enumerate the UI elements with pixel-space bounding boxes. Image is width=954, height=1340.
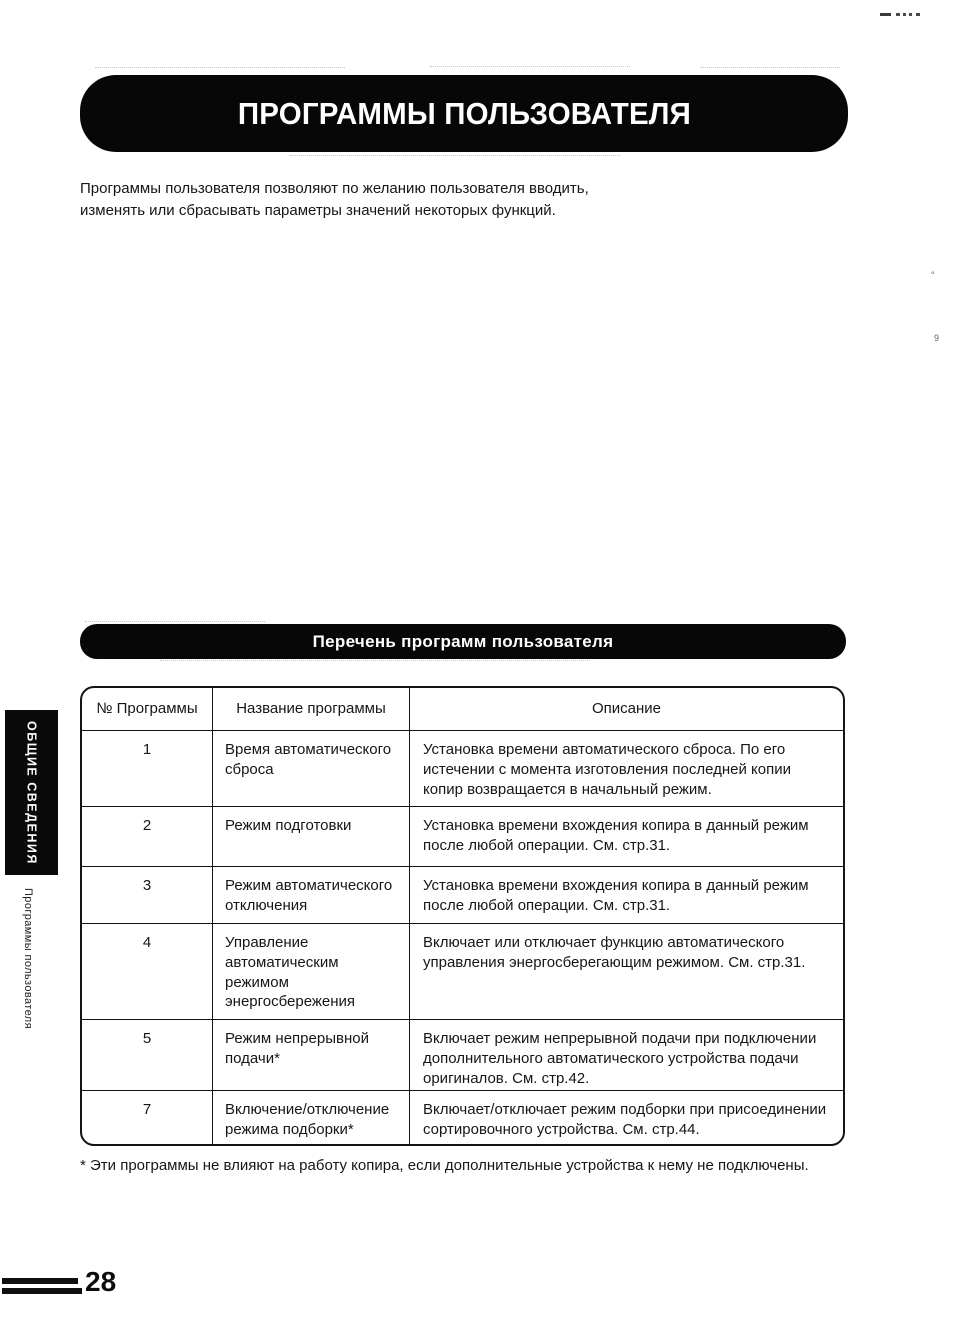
cell-program-number: 1 [142, 741, 152, 758]
table-row [82, 730, 843, 806]
cell-program-name: Режим подготовки [212, 807, 409, 866]
table-row [82, 1019, 843, 1090]
header-program-number: № Программы [96, 700, 198, 718]
table-header-row [82, 688, 843, 730]
intro-paragraph [80, 178, 680, 222]
footer-rule-bottom [2, 1288, 82, 1294]
scan-artifact-speck: 9 [934, 333, 940, 343]
title-banner [80, 75, 848, 152]
cell-program-number: 7 [142, 1101, 152, 1118]
page-number: 28 [85, 1266, 117, 1297]
cell-description: Включает/отключает режим подборки при присоединении сортировочного устройства. См. стр.44. [409, 1091, 843, 1144]
table-row [82, 866, 843, 923]
cell-program-name: Режим автоматического отключения [212, 867, 409, 923]
scan-artifact-line [700, 67, 840, 68]
cell-program-name: Время автоматического сброса [212, 731, 409, 806]
header-program-name: Название программы [212, 688, 409, 730]
footer-rule-top [2, 1278, 78, 1284]
scan-artifact-line [85, 621, 265, 622]
cell-program-number: 4 [142, 934, 152, 951]
table-row [82, 923, 843, 1019]
scan-artifact-line [290, 155, 620, 156]
scan-artifact-dots [896, 13, 920, 16]
cell-program-number: 3 [142, 877, 152, 894]
cell-description: Установка времени вхождения копира в данный режим после любой операции. См. стр.31. [409, 807, 843, 866]
page-title: ПРОГРАММЫ ПОЛЬЗОВАТЕЛЯ [237, 95, 691, 131]
scan-artifact-speck: ° [931, 270, 935, 280]
cell-description: Включает режим непрерывной подачи при подключении дополнительного автоматического устройства подачи оригиналов. См. стр.42. [409, 1020, 843, 1090]
section-banner [80, 624, 846, 659]
scan-artifact-line [160, 660, 590, 661]
cell-description: Установка времени автоматического сброса. По его истечении с момента изготовления последней копии копир возвращается в начальный режим. [409, 731, 843, 806]
cell-description: Установка времени вхождения копира в данный режим после любой операции. См. стр.31. [409, 867, 843, 923]
sidebar-subsection-label: Программы пользователя [22, 888, 34, 1029]
sidebar-section-label: ОБЩИЕ СВЕДЕНИЯ [24, 720, 39, 865]
scan-artifact-dash [880, 13, 891, 16]
programs-table [80, 686, 845, 1146]
sidebar-section-tab [5, 710, 58, 875]
cell-program-name: Режим непрерывной подачи* [212, 1020, 409, 1090]
intro-line-1: Программы пользователя позволяют по желанию пользователя вводить, [80, 180, 589, 197]
cell-program-name: Управление автоматическим режимом энергосбережения [212, 924, 409, 1019]
table-row [82, 806, 843, 866]
footnote: * Эти программы не влияют на работу копира, если дополнительные устройства к нему не подключены. [80, 1157, 809, 1174]
intro-line-2: изменять или сбрасывать параметры значений некоторых функций. [80, 202, 556, 219]
cell-program-number: 5 [142, 1030, 152, 1047]
cell-description: Включает или отключает функцию автоматического управления энергосберегающим режимом. См. стр.31. [409, 924, 843, 1019]
section-title: Перечень программ пользователя [312, 631, 614, 651]
header-description: Описание [409, 688, 843, 730]
scan-artifact-line [430, 66, 630, 67]
cell-program-number: 2 [142, 817, 152, 834]
scan-artifact-line [95, 67, 345, 68]
cell-program-name: Включение/отключение режима подборки* [212, 1091, 409, 1144]
table-row [82, 1090, 843, 1144]
